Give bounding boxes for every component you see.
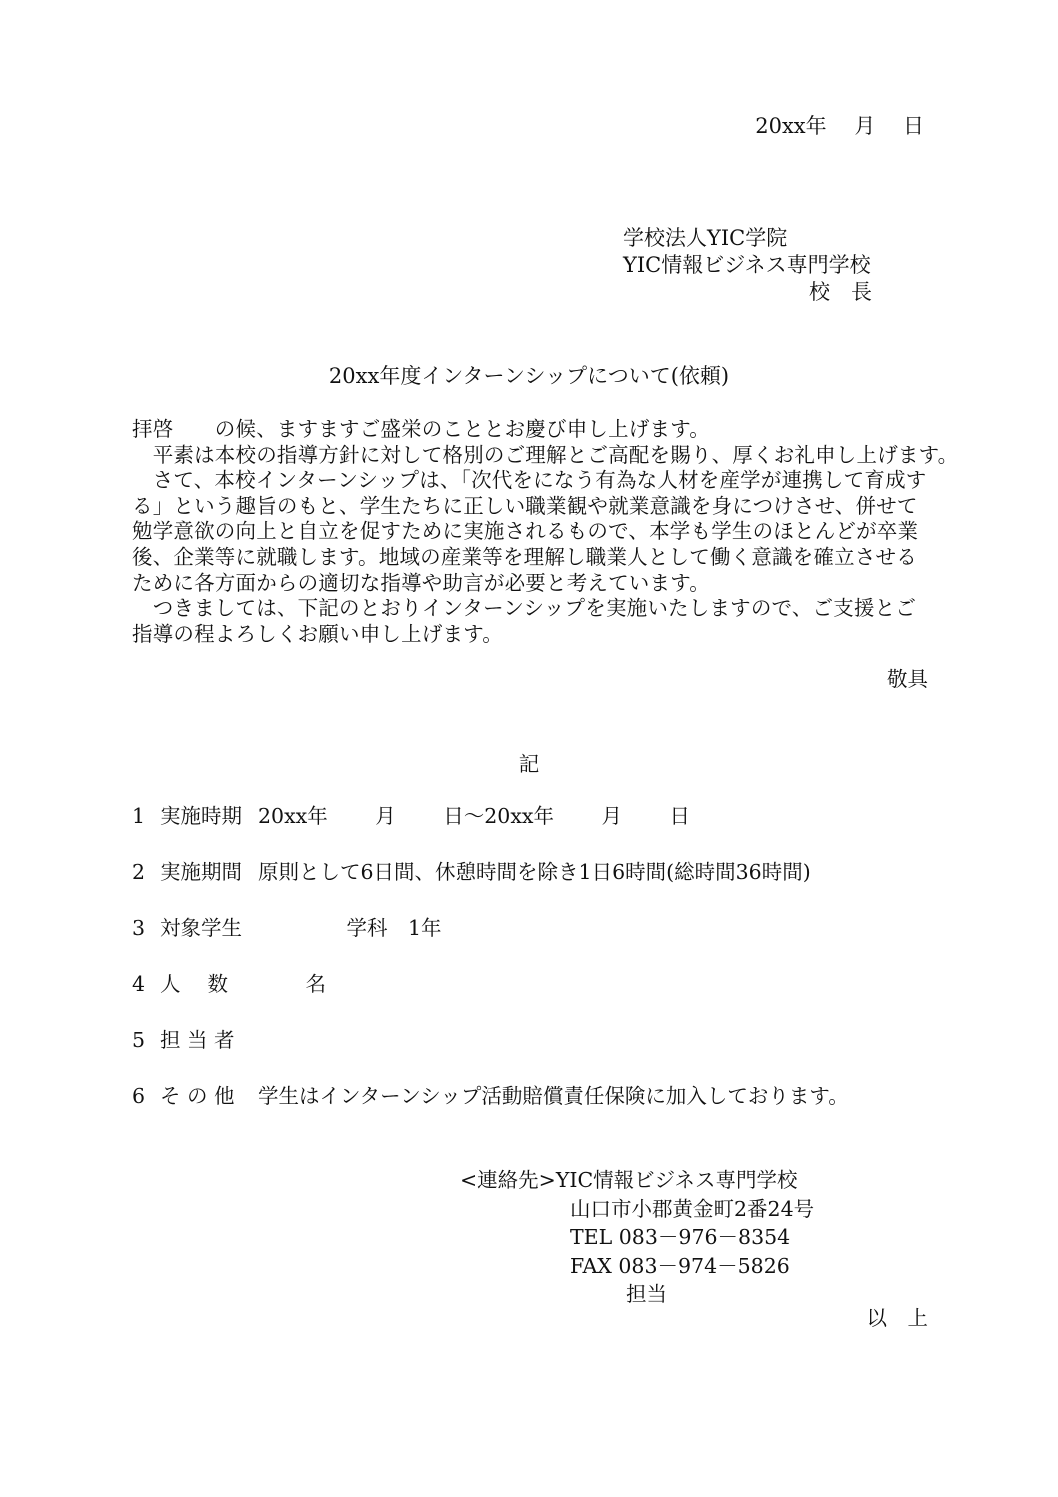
contact-person-in-charge: 担当 xyxy=(626,1282,667,1306)
contact-tel: TEL 083－976－8354 xyxy=(570,1225,791,1249)
item-label: そ の 他 xyxy=(160,1084,235,1108)
item-label: 実施期間 xyxy=(160,860,242,884)
letter-body xyxy=(132,417,959,647)
ending-ijo: 以 上 xyxy=(866,1306,928,1330)
item-value: 20xx年 月 日～20xx年 月 日 xyxy=(258,804,690,828)
closing-keigu: 敬具 xyxy=(887,667,928,691)
detail-item-duration xyxy=(132,862,849,918)
letter-date: 20xx年 月 日 xyxy=(755,114,924,138)
item-value: 学生はインターンシップ活動賠償責任保険に加入しております。 xyxy=(258,1084,849,1108)
contact-fax: FAX 083－974－5826 xyxy=(570,1253,790,1278)
item-label: 人 数 xyxy=(160,972,229,996)
ki-heading: 記 xyxy=(518,752,540,776)
detail-item-students xyxy=(132,918,849,974)
thanks-paragraph: 平素は本校の指導方針に対して格別のご理解とご高配を賜り、厚くお礼申し上げます。 xyxy=(132,442,959,467)
detail-item-other xyxy=(132,1086,849,1142)
sender-principal: 校 長 xyxy=(809,280,872,304)
item-number: 1 xyxy=(132,804,146,828)
detail-item-period xyxy=(132,806,849,862)
item-number: 5 xyxy=(132,1028,146,1052)
item-number: 4 xyxy=(132,972,146,996)
purpose-paragraph: さて、本校インターンシップは、「次代をになう有為な人材を産学が連携して育成する」という趣旨のもと、学生たちに正しい職業観や就業意識を身につけさせ、併せて勉学意欲の向上と自立を促すために実施されるもので、本学も学生のほとんどが卒業後、企業等に就職します。地域の産業等を理解し職業人として働く意識を確立させるために各方面からの適切な指導や助言が必要と考えています。 xyxy=(132,468,927,595)
item-number: 3 xyxy=(132,916,146,940)
item-value: 学科 1年 xyxy=(258,916,442,940)
item-value: 名 xyxy=(258,972,327,996)
item-number: 2 xyxy=(132,860,146,884)
letter-title: 20xx年度インターンシップについて(依頼) xyxy=(328,364,730,388)
item-number: 6 xyxy=(132,1084,146,1108)
contact-block xyxy=(460,1166,814,1309)
sender-block xyxy=(623,225,872,306)
sender-school: YIC情報ビジネス専門学校 xyxy=(623,253,871,277)
details-list xyxy=(132,806,849,1142)
item-label: 実施時期 xyxy=(160,804,242,828)
item-value: 原則として6日間、休憩時間を除き1日6時間(総時間36時間) xyxy=(258,860,811,884)
greeting-paragraph: 拝啓 の候、ますますご盛栄のこととお慶び申し上げます。 xyxy=(132,417,710,441)
contact-address: 山口市小郡黄金町2番24号 xyxy=(570,1196,815,1221)
detail-item-person-in-charge xyxy=(132,1030,849,1086)
detail-item-count xyxy=(132,974,849,1030)
item-label: 担 当 者 xyxy=(160,1028,235,1052)
item-label: 対象学生 xyxy=(160,916,242,940)
contact-school: <連絡先>YIC情報ビジネス専門学校 xyxy=(460,1168,798,1192)
sender-organization: 学校法人YIC学院 xyxy=(623,226,788,250)
request-paragraph: つきましては、下記のとおりインターンシップを実施いたしますので、ご支援とご指導の程よろしくお願い申し上げます。 xyxy=(132,596,917,646)
